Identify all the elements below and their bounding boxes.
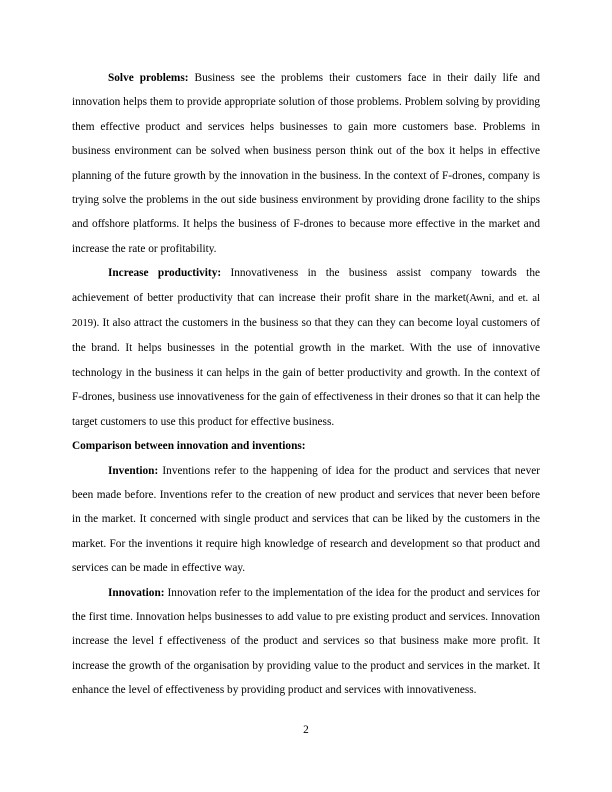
citation: (Awni, and et. al 2019) <box>72 292 540 330</box>
paragraph-title: Innovation: <box>108 586 165 599</box>
paragraph-solve-problems <box>72 66 540 261</box>
paragraph-text: Business see the problems their customers face in their daily life and innovation helps them to provide appropriate solution of those problems. Problem solving by providing them effective product and services helps businesses to gain more customers base. Problems in business environment can be solved when business person think out of the box it helps in effective planning of the future growth by the innovation in the business. In the context of F-drones, company is trying solve the problems in the out side business environment by providing drone facility to the ships and offshore platforms. It helps the business of F-drones to because more effective in the market and increase the rate or profitability. <box>72 72 540 255</box>
page-number: 2 <box>303 724 309 736</box>
section-heading: Comparison between innovation and inventions: <box>72 440 306 453</box>
paragraph-text: . It also attract the customers in the business so that they can they can become loyal customers of the brand. It helps businesses in the potential growth in the market. With the use of innovative technology in the business it can helps in the gain of better productivity and growth. In the context of F-drones, business use innovativeness for the gain of effectiveness in their drones so that it can help the target customers to use this product for effective business. <box>72 317 540 428</box>
paragraph-increase-productivity <box>72 261 540 434</box>
paragraph-text: Innovativeness in the business assist company towards the achievement of better productivity that can increase their profit share in the market <box>72 267 540 304</box>
paragraph-title: Invention: <box>108 464 159 477</box>
paragraph-text: Innovation refer to the implementation of the idea for the product and services for the first time. Innovation helps businesses to add value to pre existing product and services. Innovation increase the level f effectiveness of the product and services so that business make more profit. It increase the growth of the organisation by providing value to the product and services in the market. It enhance the level of effectiveness by providing product and services with innovativeness. <box>72 586 540 697</box>
paragraph-innovation <box>72 581 540 703</box>
paragraph-invention <box>72 459 540 581</box>
paragraph-title: Increase productivity: <box>108 267 222 280</box>
paragraph-text: Inventions refer to the happening of idea for the product and services that never been made before. Inventions refer to the creation of new product and services that never been before in the market. It concerned with single product and services that can be liked by the customers in the market. For the inventions it require high knowledge of research and development so that product and services can be made in effective way. <box>72 464 540 575</box>
paragraph-title: Solve problems: <box>108 72 189 84</box>
document-body <box>72 66 540 703</box>
